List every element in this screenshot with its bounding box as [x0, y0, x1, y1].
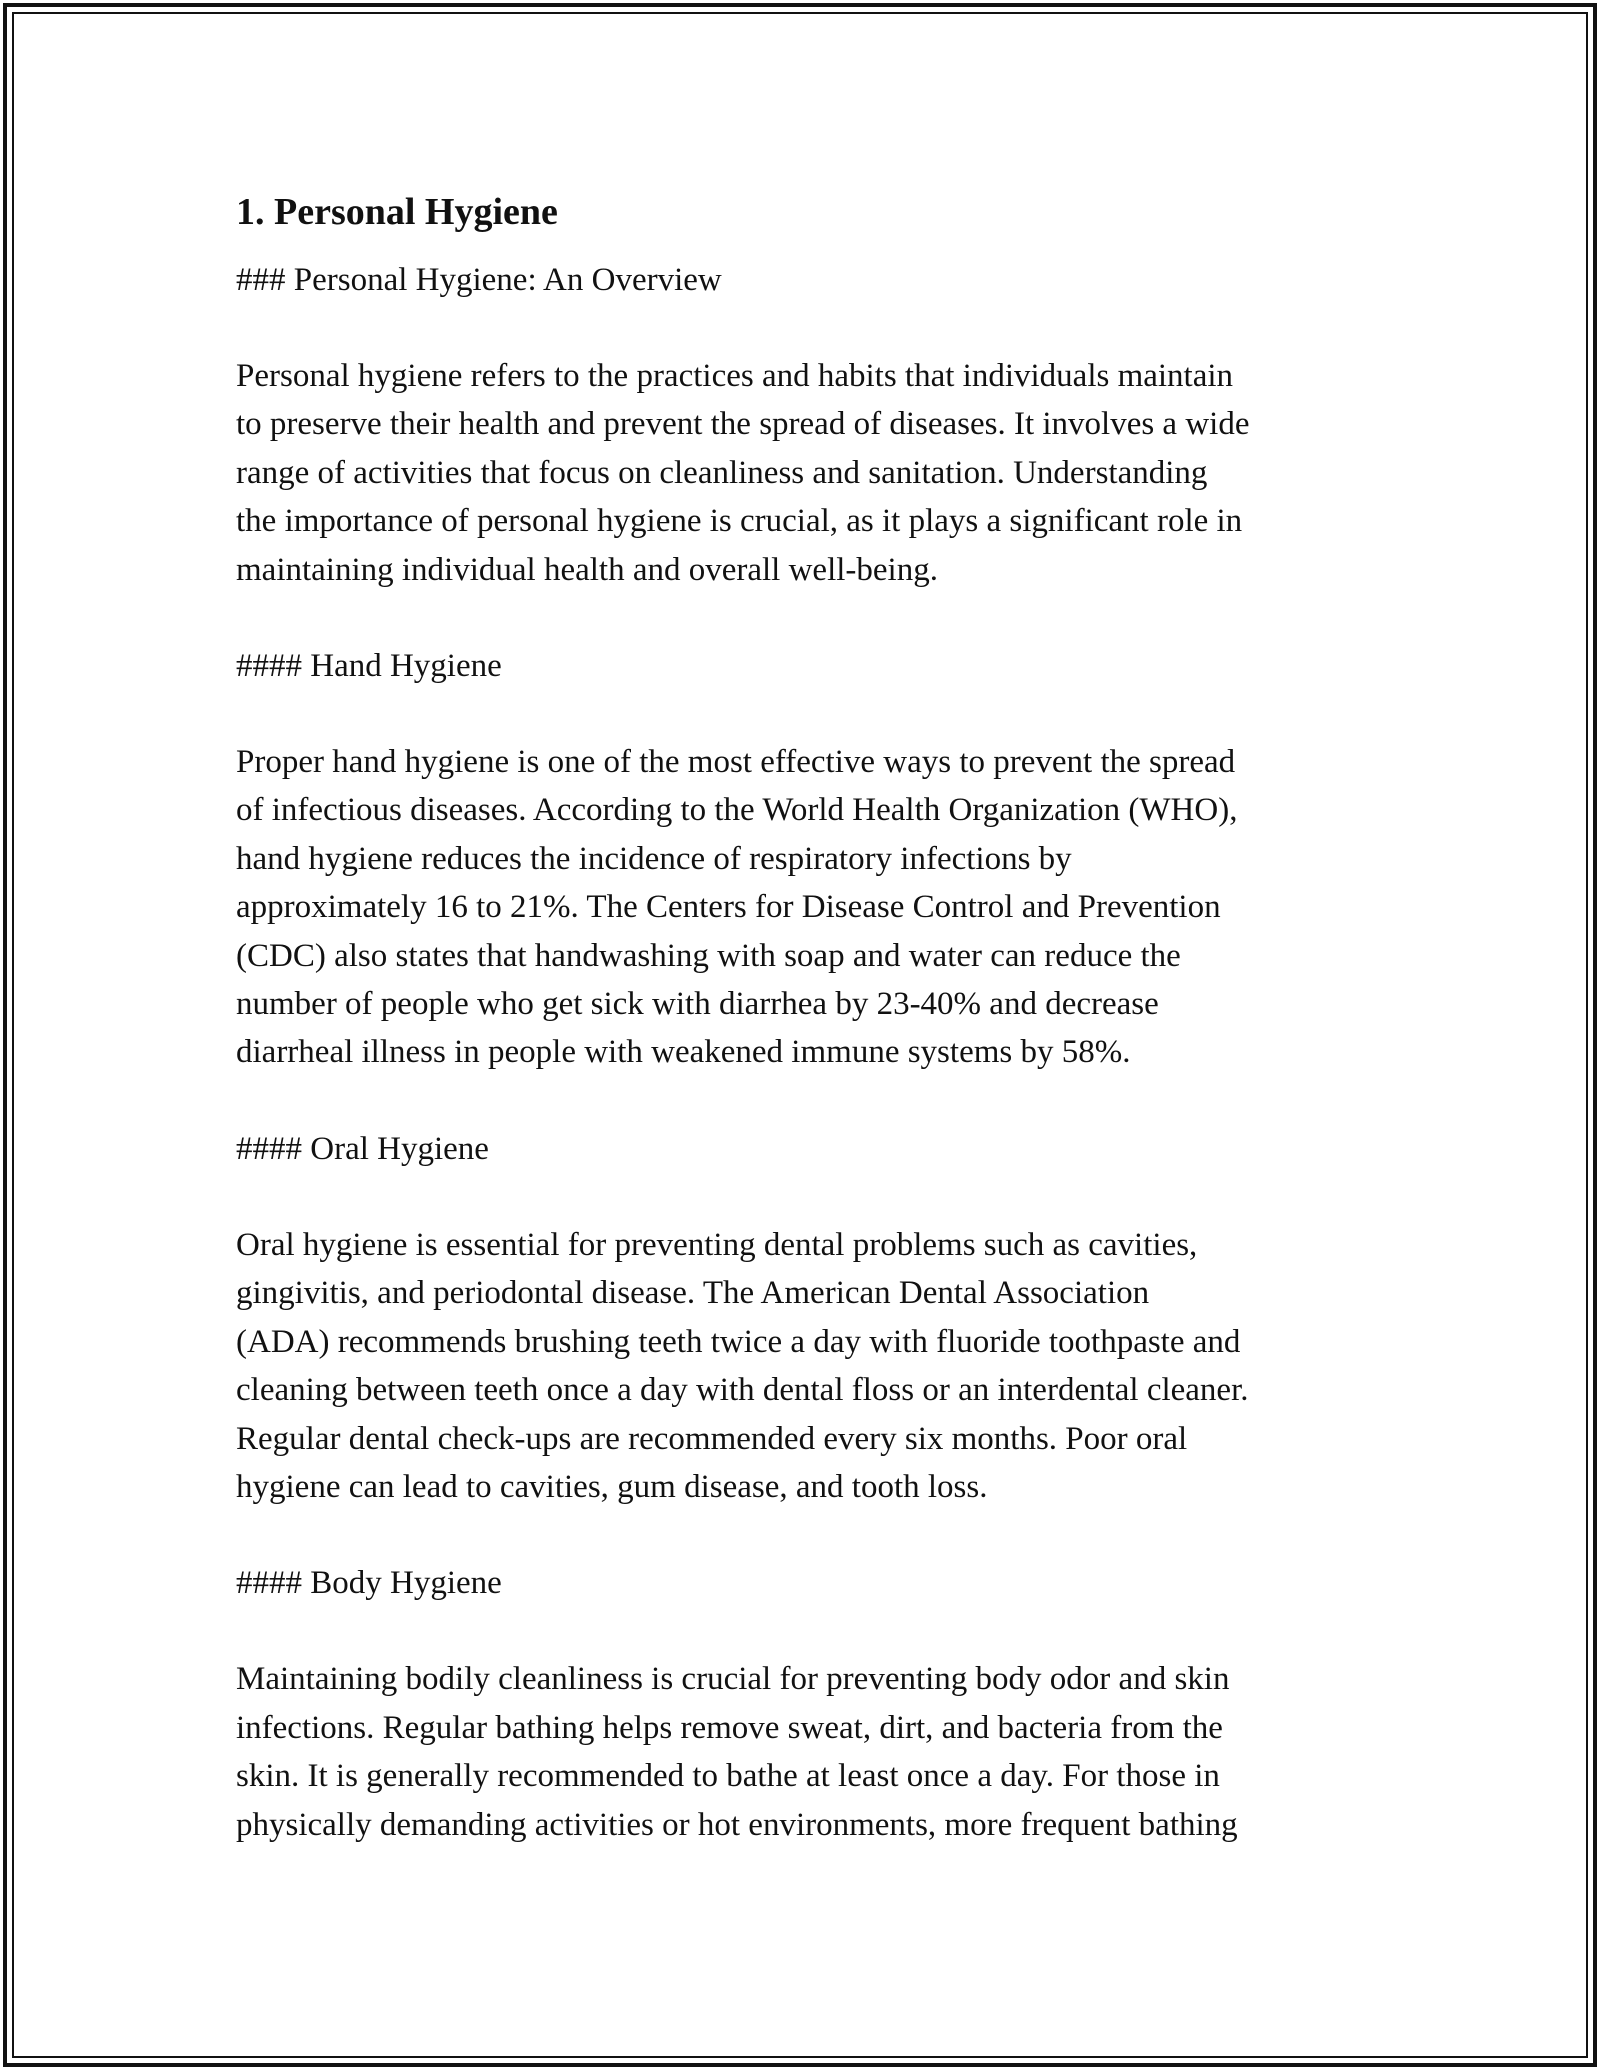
paragraph-line: to preserve their health and prevent the spread of diseases. It involves a wide [236, 406, 1250, 443]
paragraph-line: number of people who get sick with diarrhea by 23-40% and decrease [236, 986, 1159, 1023]
paragraph-line: Regular dental check-ups are recommended every six months. Poor oral [236, 1420, 1188, 1457]
paragraph-line: the importance of personal hygiene is crucial, as it plays a significant role in [236, 503, 1243, 540]
overview-heading: ### Personal Hygiene: An Overview [236, 262, 722, 298]
paragraph-line: range of activities that focus on cleanliness and sanitation. Understanding [236, 454, 1208, 491]
paragraph-line: cleaning between teeth once a day with dental floss or an interdental cleaner. [236, 1372, 1249, 1409]
paragraph-line: maintaining individual health and overall well-being. [236, 551, 938, 588]
paragraph-line: Proper hand hygiene is one of the most effective ways to prevent the spread [236, 744, 1236, 781]
hand-hygiene-heading: #### Hand Hygiene [236, 648, 502, 685]
body-hygiene-heading: #### Body Hygiene [236, 1565, 502, 1602]
oral-hygiene-heading: #### Oral Hygiene [236, 1130, 489, 1167]
document-body [236, 186, 1366, 1897]
paragraph-line: hand hygiene reduces the incidence of respiratory infections by [236, 840, 1072, 877]
paragraph-line: Oral hygiene is essential for preventing dental problems such as cavities, [236, 1226, 1198, 1263]
paragraph-line: Personal hygiene refers to the practices and habits that individuals maintain [236, 358, 1234, 394]
hand-hygiene-paragraph [236, 738, 1366, 1077]
overview-paragraph [236, 352, 1366, 594]
oral-hygiene-paragraph [236, 1221, 1366, 1511]
paragraph-line: of infectious diseases. According to the World Health Organization (WHO), [236, 792, 1238, 829]
paragraph-line: (ADA) recommends brushing teeth twice a day with fluoride toothpaste and [236, 1323, 1241, 1360]
paragraph-line: gingivitis, and periodontal disease. The American Dental Association [236, 1275, 1150, 1312]
section-title: 1. Personal Hygiene [236, 191, 558, 233]
paragraph-line: approximately 16 to 21%. The Centers for Disease Control and Prevention [236, 889, 1221, 926]
paragraph-line: diarrheal illness in people with weakened immune systems by 58%. [236, 1034, 1131, 1071]
paragraph-line: skin. It is generally recommended to bathe at least once a day. For those in [236, 1758, 1220, 1795]
body-hygiene-paragraph [236, 1655, 1366, 1849]
paragraph-line: hygiene can lead to cavities, gum disease, and tooth loss. [236, 1468, 988, 1505]
paragraph-line: infections. Regular bathing helps remove sweat, dirt, and bacteria from the [236, 1709, 1223, 1746]
paragraph-line: Maintaining bodily cleanliness is crucial for preventing body odor and skin [236, 1661, 1230, 1698]
paragraph-line: (CDC) also states that handwashing with soap and water can reduce the [236, 937, 1181, 974]
paragraph-line: physically demanding activities or hot environments, more frequent bathing [236, 1806, 1238, 1843]
